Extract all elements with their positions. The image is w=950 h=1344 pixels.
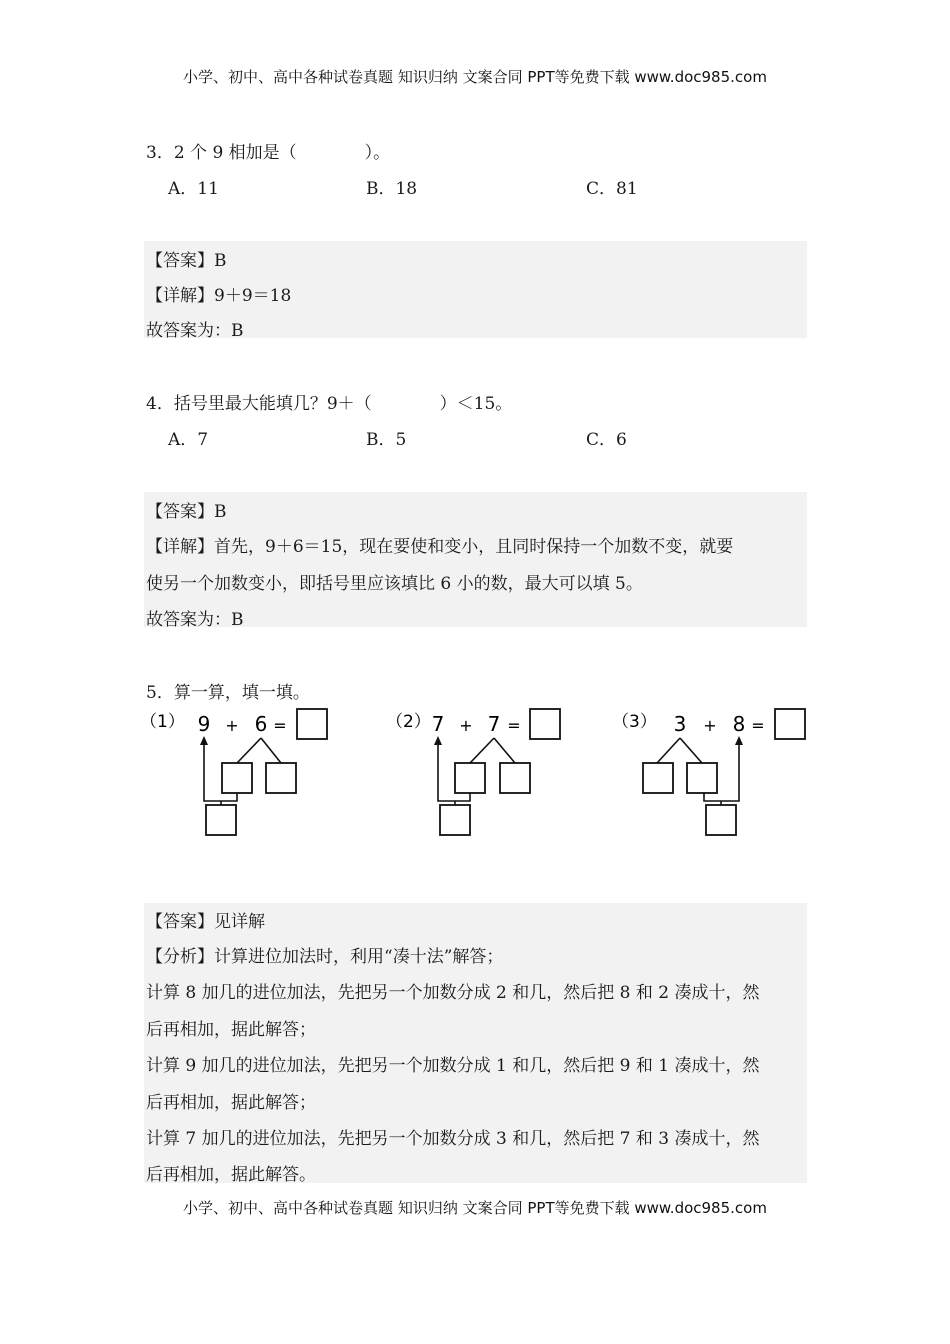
sum-box-3[interactable]: [775, 709, 805, 739]
label-3: （3）: [612, 712, 657, 732]
ten-connector-3: [704, 740, 739, 801]
split-line-left-2: [470, 738, 494, 763]
split-line-left-1: [237, 738, 261, 763]
addend-b-3: 8: [732, 712, 746, 736]
addend-b-1: 6: [254, 712, 268, 736]
q3-conclusion: 故答案为：B: [146, 321, 244, 341]
q4-conclusion: 故答案为：B: [146, 610, 244, 630]
q4-answer: 【答案】B: [146, 502, 227, 522]
q5-answer: 【答案】见详解: [146, 912, 265, 932]
split-line-right-2: [494, 738, 515, 763]
addend-a-1: 9: [197, 712, 211, 736]
part-box-right-1[interactable]: [266, 763, 296, 793]
q4-option-c: C．6: [586, 430, 627, 450]
sum-box-1[interactable]: [297, 709, 327, 739]
ten-box-1[interactable]: [206, 805, 236, 835]
ten-box-3[interactable]: [706, 805, 736, 835]
part-box-left-3[interactable]: [643, 763, 673, 793]
ten-connector-2: [438, 740, 470, 801]
plus-1: +: [225, 716, 239, 735]
split-line-right-1: [261, 738, 281, 763]
arrow-head-1: [200, 736, 208, 745]
part-box-right-2[interactable]: [500, 763, 530, 793]
q4-option-b: B．5: [366, 430, 407, 450]
arrow-head-2: [434, 736, 442, 745]
sum-box-2[interactable]: [530, 709, 560, 739]
plus-3: +: [703, 716, 717, 735]
part-box-right-3[interactable]: [687, 763, 717, 793]
q5-analysis-line-5: 后再相加，据此解答；: [146, 1093, 316, 1113]
part-box-left-2[interactable]: [455, 763, 485, 793]
q5-question: 5．算一算，填一填。: [146, 683, 310, 703]
q5-analysis-line-7: 后再相加，据此解答。: [146, 1165, 316, 1185]
ten-box-2[interactable]: [440, 805, 470, 835]
equals-1: =: [273, 716, 287, 735]
diagram-1: [140, 709, 327, 835]
label-2: （2）: [386, 712, 431, 732]
q4-detail-line-2: 使另一个加数变小，即括号里应该填比 6 小的数，最大可以填 5。: [146, 574, 643, 594]
addend-b-2: 7: [487, 712, 501, 736]
equals-3: =: [751, 716, 765, 735]
q5-analysis-line-1: 【分析】计算进位加法时，利用“凑十法”解答；: [146, 947, 504, 967]
ten-connector-1: [204, 740, 237, 801]
q5-analysis-line-2: 计算 8 加几的进位加法，先把另一个加数分成 2 和几，然后把 8 和 2 凑成十，然: [146, 983, 760, 1003]
q3-question: 3．2 个 9 相加是（ ）。: [146, 143, 391, 163]
q3-answer: 【答案】B: [146, 251, 227, 271]
equals-2: =: [507, 716, 521, 735]
q4-question: 4．括号里最大能填几？9＋（ ）＜15。: [146, 394, 513, 414]
q4-detail-line-1: 【详解】首先，9＋6＝15，现在要使和变小，且同时保持一个加数不变，就要: [146, 537, 734, 557]
diagram-3: [612, 709, 805, 835]
q3-option-a: A．11: [168, 179, 219, 199]
part-box-left-1[interactable]: [222, 763, 252, 793]
arrow-head-3: [735, 736, 743, 745]
q5-analysis-line-6: 计算 7 加几的进位加法，先把另一个加数分成 3 和几，然后把 7 和 3 凑成十，然: [146, 1129, 760, 1149]
plus-2: +: [459, 716, 473, 735]
q3-option-c: C．81: [586, 179, 638, 199]
q3-detail: 【详解】9＋9＝18: [146, 286, 292, 306]
addend-a-3: 3: [673, 712, 687, 736]
split-line-right-3: [680, 738, 702, 763]
page-footer: 小学、初中、高中各种试卷真题 知识归纳 文案合同 PPT等免费下载 www.doc985.com: [183, 1199, 767, 1217]
addend-a-2: 7: [431, 712, 445, 736]
q5-analysis-line-4: 计算 9 加几的进位加法，先把另一个加数分成 1 和几，然后把 9 和 1 凑成十，然: [146, 1056, 760, 1076]
q5-analysis-line-3: 后再相加，据此解答；: [146, 1020, 316, 1040]
q3-option-b: B．18: [366, 179, 418, 199]
make-ten-diagrams: [0, 700, 950, 845]
split-line-left-3: [657, 738, 680, 763]
page-header: 小学、初中、高中各种试卷真题 知识归纳 文案合同 PPT等免费下载 www.doc985.com: [183, 68, 767, 86]
q4-option-a: A．7: [168, 430, 209, 450]
label-1: （1）: [140, 712, 185, 732]
diagram-2: [386, 709, 560, 835]
